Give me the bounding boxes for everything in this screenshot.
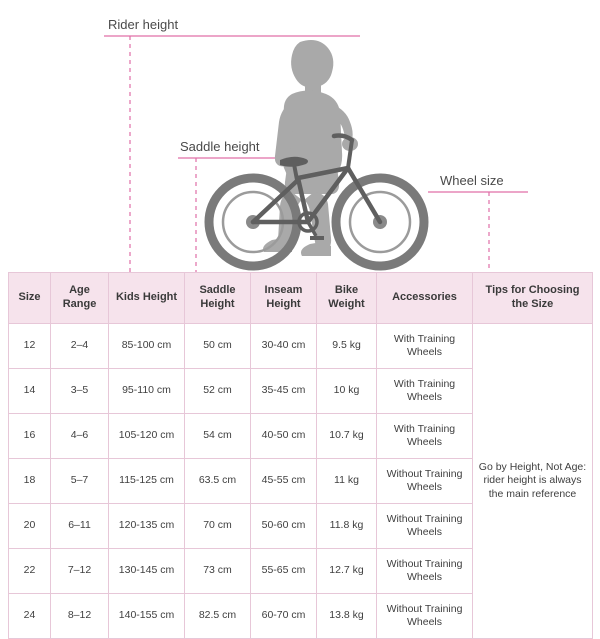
cell-accessories: Without Training Wheels: [377, 504, 473, 549]
cell-size: 12: [9, 324, 51, 369]
cell-weight: 13.8 kg: [317, 594, 377, 639]
cell-saddle-height: 73 cm: [185, 549, 251, 594]
illustration-area: [0, 0, 600, 272]
cell-inseam: 40-50 cm: [251, 414, 317, 459]
cell-inseam: 35-45 cm: [251, 369, 317, 414]
cell-kids-height: 95-110 cm: [109, 369, 185, 414]
cell-accessories: With Training Wheels: [377, 324, 473, 369]
cell-size: 24: [9, 594, 51, 639]
cell-kids-height: 120-135 cm: [109, 504, 185, 549]
cell-accessories: Without Training Wheels: [377, 594, 473, 639]
cell-size: 16: [9, 414, 51, 459]
cell-inseam: 55-65 cm: [251, 549, 317, 594]
cell-size: 18: [9, 459, 51, 504]
cell-size: 22: [9, 549, 51, 594]
cell-accessories: With Training Wheels: [377, 369, 473, 414]
cell-age: 7–12: [51, 549, 109, 594]
size-chart-table: [8, 272, 593, 639]
cell-age: 5–7: [51, 459, 109, 504]
cell-age: 6–11: [51, 504, 109, 549]
cell-kids-height: 105-120 cm: [109, 414, 185, 459]
table-row: [9, 324, 593, 369]
cell-weight: 10 kg: [317, 369, 377, 414]
bike-rider-illustration: [0, 0, 600, 272]
cell-saddle-height: 82.5 cm: [185, 594, 251, 639]
cell-weight: 11 kg: [317, 459, 377, 504]
cell-weight: 11.8 kg: [317, 504, 377, 549]
cell-kids-height: 140-155 cm: [109, 594, 185, 639]
header-tips: Tips for Choosing the Size: [473, 273, 593, 324]
cell-age: 8–12: [51, 594, 109, 639]
cell-inseam: 30-40 cm: [251, 324, 317, 369]
saddle-height-label: Saddle height: [180, 139, 260, 154]
cell-accessories: Without Training Wheels: [377, 459, 473, 504]
cell-saddle-height: 63.5 cm: [185, 459, 251, 504]
rider-height-label: Rider height: [108, 17, 179, 32]
cell-kids-height: 85-100 cm: [109, 324, 185, 369]
cell-saddle-height: 52 cm: [185, 369, 251, 414]
wheel-size-label: Wheel size: [440, 173, 504, 188]
header-size: Size: [9, 273, 51, 324]
header-kids-height: Kids Height: [109, 273, 185, 324]
cell-inseam: 45-55 cm: [251, 459, 317, 504]
cell-weight: 10.7 kg: [317, 414, 377, 459]
cell-size: 20: [9, 504, 51, 549]
cell-accessories: Without Training Wheels: [377, 549, 473, 594]
cell-saddle-height: 50 cm: [185, 324, 251, 369]
cell-age: 3–5: [51, 369, 109, 414]
cell-tips: Go by Height, Not Age: rider height is always the main reference: [473, 324, 593, 639]
cell-saddle-height: 70 cm: [185, 504, 251, 549]
cell-inseam: 60-70 cm: [251, 594, 317, 639]
cell-weight: 12.7 kg: [317, 549, 377, 594]
cell-kids-height: 115-125 cm: [109, 459, 185, 504]
cell-kids-height: 130-145 cm: [109, 549, 185, 594]
cell-size: 14: [9, 369, 51, 414]
cell-accessories: With Training Wheels: [377, 414, 473, 459]
header-inseam-height: Inseam Height: [251, 273, 317, 324]
cell-saddle-height: 54 cm: [185, 414, 251, 459]
header-age-range: Age Range: [51, 273, 109, 324]
header-bike-weight: Bike Weight: [317, 273, 377, 324]
cell-inseam: 50-60 cm: [251, 504, 317, 549]
header-saddle-height: Saddle Height: [185, 273, 251, 324]
table-header-row: [9, 273, 593, 324]
cell-age: 4–6: [51, 414, 109, 459]
cell-age: 2–4: [51, 324, 109, 369]
cell-weight: 9.5 kg: [317, 324, 377, 369]
header-accessories: Accessories: [377, 273, 473, 324]
